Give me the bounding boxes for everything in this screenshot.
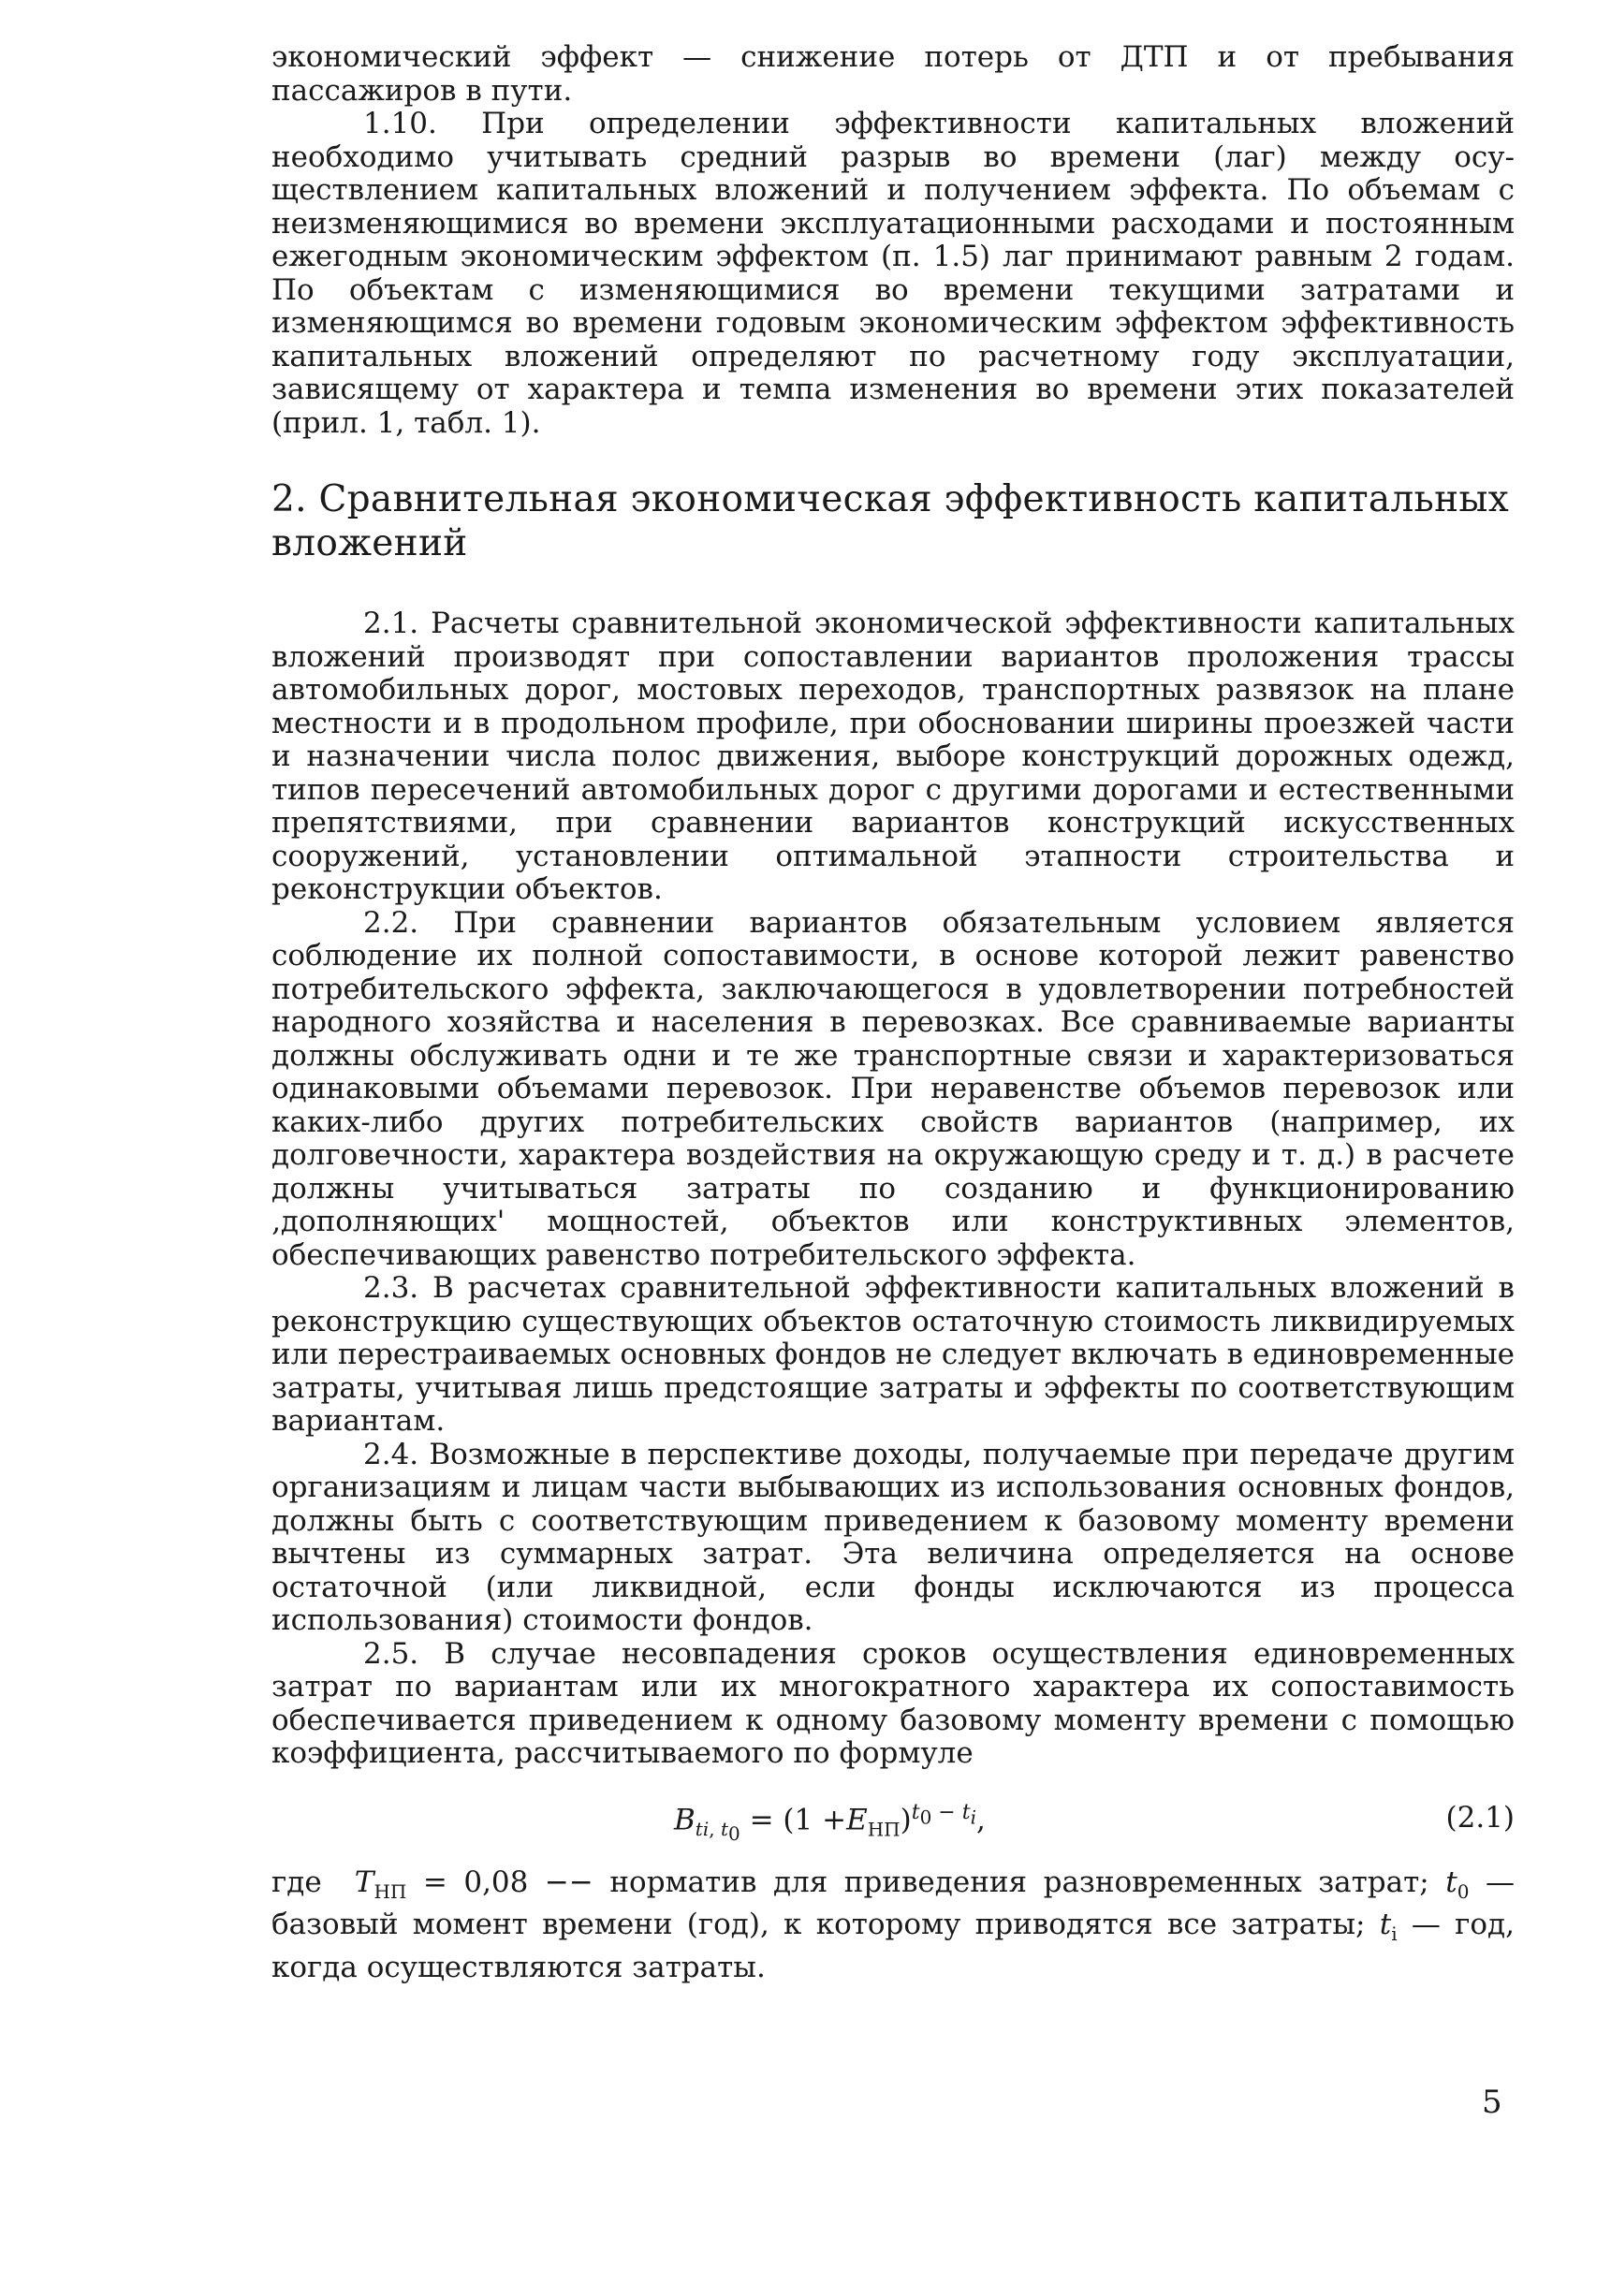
t-np-sub: НП [373,1879,407,1903]
formula-trailing: , [975,1802,986,1836]
formula-exp-ti-index: i [970,1805,976,1828]
formula-row [271,1797,1515,1850]
document-page [271,41,1515,1984]
formula-exp-ti: t [961,1800,971,1824]
paragraph-continuation: экономический эффект — снижение потерь от ДТП и от пребывания пассажиров в пути. [271,40,1515,108]
formula-base-close: ) [900,1802,912,1836]
paragraph-1-10: 1.10. При определении эффективности капитальных вложений необходимо учитывать средний разрыв во времени (лаг) между осуществлением капитальных вложений и получением эффекта. По объемам с неизменяющимися во времени эксплуатационными расходами и постоянным ежегодным экономическим эффектом (п. 1.5) лаг принимают равным 2 годам. По объектам с изменяющимися во времени текущими затратами и изменяющимся во времени годовым экономическим эффектом эффективность капитальных вложений определяют по расчетному году эксплуатации, зависящему от характера и темпа изменения во времени этих показателей (прил. 1, табл. 1). [271,107,1515,440]
formula-exp-minus: − [938,1800,956,1824]
t-np-value: = 0,08 −− норматив для приведения разновременных затрат; [422,1865,1429,1899]
formula-lhs-symbol: B [674,1802,696,1836]
formula-lhs-sub-t0: t [720,1818,728,1841]
paragraph-2-1: 2.1. Расчеты сравнительной экономической эффективности капитальных вложений производят при сопоставлении вариантов проложения трассы автомобильных дорог, мостовых переходов, транспортных развязок на плане местности и в продольном профиле, при обосновании ширины проезжей части и назначении числа полос движения, выборе конструкций дорожных одежд, типов пересечений автомобильных дорог с другими дорогами и естественными препятствиями, при сравнении вариантов конструкций искусственных сооружений, установлении оптимальной этапности строительства и реконструкции объектов. [271,607,1515,906]
paragraph-2-3: 2.3. В расчетах сравнительной эффективности капитальных вложений в реконструкцию существующих объектов остаточную стоимость ликвидируемых или перестраиваемых основных фондов не следует включать в единовременные затраты, учитывая лишь предстоящие затраты и эффекты по соответствующим вариантам. [271,1271,1515,1438]
formula-exp-t0: t [911,1800,920,1824]
section-heading: 2. Сравнительная экономическая эффективность капитальных вложений [271,478,1510,564]
formula-number: (2.1) [1445,1800,1515,1835]
t0-symbol: t [1445,1865,1457,1899]
ti-sub: i [1391,1923,1398,1946]
formula-2-1: $B_{ti, t_0} = (1 +E_{НП})^{t_0 - t_i}$, [674,1800,986,1846]
where-clause [271,1866,1515,1985]
formula-lhs-sub-ti: ti [695,1818,710,1841]
formula-base-sub: НП [867,1818,901,1841]
ti-text: — год, когда осуществляются затраты. [271,1908,1515,1984]
t0-text: — базовый момент времени (год), к которому приводятся все затраты; [271,1865,1515,1942]
t0-sub: 0 [1457,1879,1470,1903]
formula-equals: = [749,1802,774,1836]
paragraph-2-2: 2.2. При сравнении вариантов обязательным условием является соблюдение их полной сопоставимости, в основе которой лежит равенство потребительского эффекта, заключающегося в удовлетворении потребностей народного хозяйства и населения в перевозках. Все сравниваемые варианты должны обслуживать одни и те же транспортные связи и характеризоваться одинаковыми объемами перевозок. При неравенстве объемов перевозок или каких-либо других потребительских свойств вариантов (например, их долговечности, характера воздействия на окружающую среду и т. д.) в расчете должны учитываться затраты по созданию и функционированию ‚дополняющих' мощностей, объектов или конструктивных элементов, обеспечивающих равенство потребительского эффекта. [271,905,1515,1272]
where-word: где [271,1865,322,1899]
page-number: 5 [1482,2084,1502,2121]
paragraph-2-5: 2.5. В случае несовпадения сроков осуществления единовременных затрат по вариантам или их многократного характера их сопоставимость обеспечивается приведением к одному базовому моменту времени с помощью коэффициента, рассчитываемого по формуле [271,1636,1515,1770]
t-np-symbol: T [354,1865,374,1899]
formula-base-symbol: E [846,1802,868,1836]
formula-exp-t0-index: 0 [919,1805,932,1828]
formula-lhs-sub-t0-index: 0 [727,1822,740,1846]
paragraph-2-4: 2.4. Возможные в перспективе доходы, получаемые при передаче другим организациям и лицам части выбывающих из использования основных фондов, должны быть с соответствующим приведением к базовому моменту времени вычтены из суммарных затрат. Эта величина определяется на основе остаточной (или ликвидной, если фонды исключаются из процесса использования) стоимости фондов. [271,1437,1515,1637]
ti-symbol: t [1379,1908,1392,1942]
formula-base-open: (1 + [783,1802,847,1836]
